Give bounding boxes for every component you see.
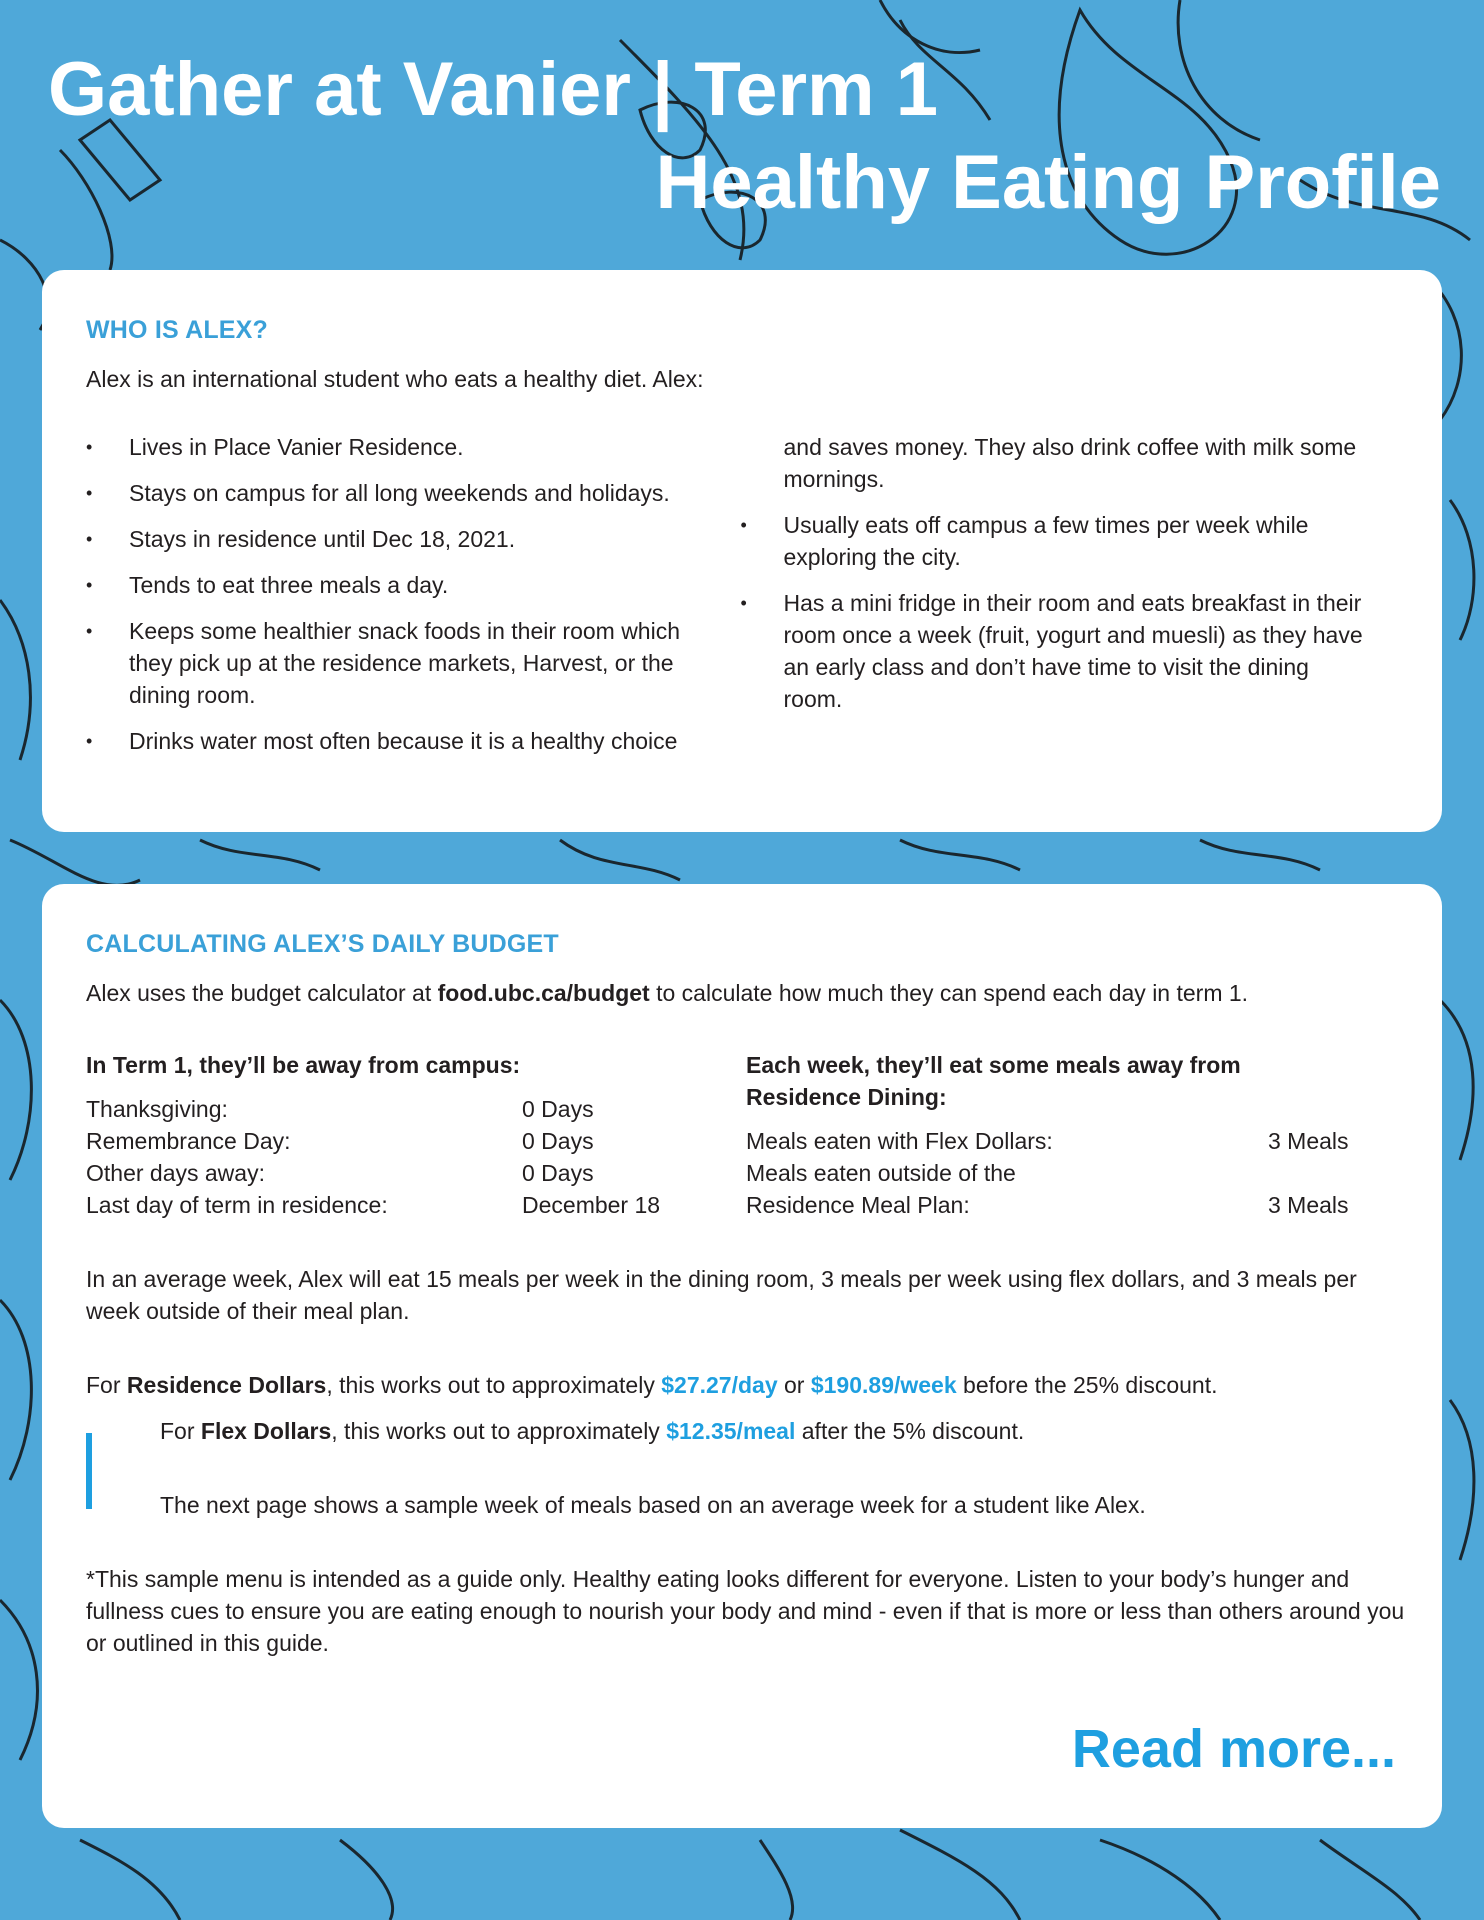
table-row: [86, 1157, 746, 1189]
row-label: Residence Meal Plan:: [746, 1192, 970, 1218]
row-label: Meals eaten outside of the: [746, 1160, 1016, 1186]
list-item: • Drinks water most often because it is a healthy choice: [86, 725, 717, 757]
disclaimer-text: *This sample menu is intended as a guide only. Healthy eating looks different for everyone. Listen to your body’s hunger and fullness cues to ensure you are eating enough to nourish your body and mind - even if that is more or less than others around you or outlined in this guide.: [86, 1566, 1405, 1656]
row-label: Remembrance Day:: [86, 1128, 291, 1154]
row-label: Last day of term in residence:: [86, 1192, 388, 1218]
average-week-text: In an average week, Alex will eat 15 meals per week in the dining room, 3 meals per week using flex dollars, and 3 meals per week outside of their meal plan.: [86, 1266, 1357, 1324]
daily-amount: $27.27/day: [661, 1372, 778, 1398]
meals-away: [746, 1049, 1356, 1221]
table-row: [746, 1125, 1356, 1157]
weekly-amount: $190.89/week: [810, 1372, 957, 1398]
text: after the 5% discount.: [795, 1418, 1025, 1444]
table-row: [746, 1189, 1356, 1221]
row-value: 0 Days: [522, 1128, 594, 1154]
text: or: [777, 1372, 811, 1398]
who-heading: WHO IS ALEX?: [86, 316, 269, 344]
page-subtitle: Healthy Eating Profile: [655, 140, 1441, 225]
list-item-continued: and saves money. They also drink coffee with milk some mornings.: [783, 434, 1357, 492]
budget-calculator-link[interactable]: food.ubc.ca/budget: [437, 980, 650, 1006]
text: , this works out to approximately: [326, 1372, 662, 1398]
list-item: • Lives in Place Vanier Residence.: [86, 431, 717, 463]
row-label: Meals eaten with Flex Dollars:: [746, 1128, 1053, 1154]
who-is-alex-card: [42, 270, 1442, 832]
accent-bar: [86, 1433, 92, 1509]
table-row: [746, 1157, 1356, 1189]
flex-dollars-label: Flex Dollars: [200, 1418, 332, 1444]
flex-dollars-text: [160, 1415, 1398, 1447]
row-value: December 18: [522, 1192, 661, 1218]
read-more-link[interactable]: Read more...: [1071, 1719, 1396, 1779]
table-row: [86, 1125, 746, 1157]
list-item: • Stays on campus for all long weekends and holidays.: [86, 477, 717, 509]
list-item: • Usually eats off campus a few times per week while exploring the city.: [741, 509, 1372, 573]
away-from-campus: [86, 1049, 746, 1221]
list-item: • Has a mini fridge in their room and eats breakfast in their room once a week (fruit, yogurt and muesli) as they have an early class and don’t have time to visit the dining room.: [741, 587, 1372, 715]
daily-budget-card: [42, 884, 1442, 1828]
per-meal-amount: $12.35/meal: [666, 1418, 796, 1444]
row-label: Thanksgiving:: [86, 1096, 228, 1122]
list-item: • Stays in residence until Dec 18, 2021.: [86, 523, 717, 555]
row-label: Other days away:: [86, 1160, 265, 1186]
row-value: 3 Meals: [1268, 1192, 1349, 1218]
budget-intro: [86, 977, 1398, 1009]
who-bullet-list: [86, 431, 1371, 757]
list-item: • Tends to eat three meals a day.: [86, 569, 717, 601]
list-item: • Keeps some healthier snack foods in their room which they pick up at the residence markets, Harvest, or the dining room.: [86, 615, 717, 711]
highlight-block: [86, 1415, 1398, 1521]
meals-heading: Each week, they’ll eat some meals away from Residence Dining:: [746, 1052, 1241, 1110]
page-title: Gather at Vanier | Term 1: [48, 47, 938, 132]
next-page-text: The next page shows a sample week of meals based on an average week for a student like Alex.: [160, 1492, 1146, 1518]
row-value: 3 Meals: [1268, 1128, 1349, 1154]
budget-heading: CALCULATING ALEX’S DAILY BUDGET: [86, 930, 559, 958]
row-value: 0 Days: [522, 1160, 594, 1186]
residence-dollars-text: [86, 1369, 1398, 1401]
who-intro: Alex is an international student who eats a healthy diet. Alex:: [86, 366, 704, 392]
table-row: [86, 1189, 746, 1221]
text: before the 25% discount.: [956, 1372, 1218, 1398]
text: , this works out to approximately: [331, 1418, 667, 1444]
budget-intro-text: Alex uses the budget calculator at: [86, 980, 438, 1006]
residence-dollars-label: Residence Dollars: [126, 1372, 327, 1398]
budget-details: [86, 1049, 1398, 1221]
text: For: [160, 1418, 201, 1444]
text: For: [86, 1372, 127, 1398]
away-heading: In Term 1, they’ll be away from campus:: [86, 1052, 521, 1078]
budget-intro-text-end: to calculate how much they can spend each day in term 1.: [649, 980, 1249, 1006]
row-value: 0 Days: [522, 1096, 594, 1122]
table-row: [86, 1093, 746, 1125]
